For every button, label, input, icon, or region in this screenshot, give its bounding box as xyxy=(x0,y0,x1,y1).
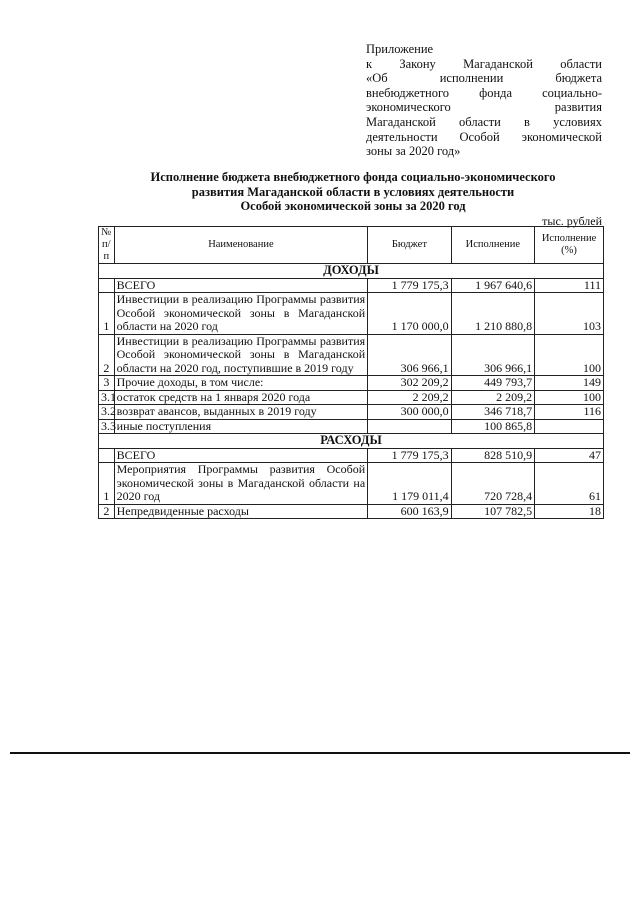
income-rows xyxy=(99,278,604,434)
header-budget: Бюджет xyxy=(368,227,451,264)
document-title xyxy=(100,170,606,214)
row-execution: 100 865,8 xyxy=(451,419,534,434)
budget-table xyxy=(98,226,604,519)
row-execution: 449 793,7 xyxy=(451,376,534,391)
header-name: Наименование xyxy=(114,227,368,264)
expense-section-row xyxy=(99,434,604,449)
table-header-row xyxy=(99,227,604,264)
row-name: Прочие доходы, в том числе: xyxy=(114,376,368,391)
row-percent: 103 xyxy=(535,293,604,335)
row-name: ВСЕГО xyxy=(114,278,368,293)
expense-rows xyxy=(99,448,604,519)
row-execution: 1 967 640,6 xyxy=(451,278,534,293)
row-execution: 107 782,5 xyxy=(451,504,534,519)
appendix-line: деятельности Особой экономической xyxy=(366,129,602,144)
row-percent: 100 xyxy=(535,334,604,376)
header-no: № п/п xyxy=(99,227,115,264)
table-row xyxy=(99,463,604,505)
appendix-line: Магаданской области в условиях xyxy=(366,114,602,129)
row-percent: 18 xyxy=(535,504,604,519)
row-number: 2 xyxy=(99,334,115,376)
row-budget: 1 779 175,3 xyxy=(368,448,451,463)
table-row xyxy=(99,504,604,519)
row-name: остаток средств на 1 января 2020 года xyxy=(114,390,368,405)
table-row xyxy=(99,376,604,391)
row-number: 3 xyxy=(99,376,115,391)
table-row xyxy=(99,390,604,405)
row-execution: 1 210 880,8 xyxy=(451,293,534,335)
row-number: 2 xyxy=(99,504,115,519)
header-execution: Исполнение xyxy=(451,227,534,264)
header-percent: Исполнение (%) xyxy=(535,227,604,264)
row-number: 3.3 xyxy=(99,419,115,434)
title-line: Особой экономической зоны за 2020 год xyxy=(240,199,466,213)
row-number: 3.1 xyxy=(99,390,115,405)
expense-section-label: РАСХОДЫ xyxy=(99,434,604,449)
row-name: Инвестиции в реализацию Программы развития Особой экономической зоны в Магаданской области на 2020 год, поступившие в 2019 году xyxy=(114,334,368,376)
table-row xyxy=(99,448,604,463)
row-number xyxy=(99,278,115,293)
bottom-divider xyxy=(10,752,630,754)
row-execution: 346 718,7 xyxy=(451,405,534,420)
appendix-line: экономического развития xyxy=(366,100,602,115)
row-budget: 306 966,1 xyxy=(368,334,451,376)
income-section-label: ДОХОДЫ xyxy=(99,264,604,279)
units-label: тыс. рублей xyxy=(542,214,602,228)
row-percent: 149 xyxy=(535,376,604,391)
row-budget: 1 179 011,4 xyxy=(368,463,451,505)
row-execution: 306 966,1 xyxy=(451,334,534,376)
row-budget: 302 209,2 xyxy=(368,376,451,391)
row-execution: 828 510,9 xyxy=(451,448,534,463)
row-number: 3.2 xyxy=(99,405,115,420)
row-name: возврат авансов, выданных в 2019 году xyxy=(114,405,368,420)
title-line: Исполнение бюджета внебюджетного фонда социально-экономического xyxy=(150,170,556,184)
row-budget xyxy=(368,419,451,434)
row-execution: 2 209,2 xyxy=(451,390,534,405)
appendix-line: внебюджетного фонда социально- xyxy=(366,85,602,100)
table-row xyxy=(99,419,604,434)
table-row xyxy=(99,405,604,420)
appendix-line: «Об исполнении бюджета xyxy=(366,71,602,86)
row-budget: 300 000,0 xyxy=(368,405,451,420)
row-number: 1 xyxy=(99,463,115,505)
row-percent: 61 xyxy=(535,463,604,505)
row-name: Мероприятия Программы развития Особой экономической зоны в Магаданской области на 2020 год xyxy=(114,463,368,505)
row-execution: 720 728,4 xyxy=(451,463,534,505)
row-percent xyxy=(535,419,604,434)
row-percent: 100 xyxy=(535,390,604,405)
row-name: ВСЕГО xyxy=(114,448,368,463)
appendix-note xyxy=(366,42,602,159)
row-name: Инвестиции в реализацию Программы развития Особой экономической зоны в Магаданской области на 2020 год xyxy=(114,293,368,335)
row-name: иные поступления xyxy=(114,419,368,434)
table-row xyxy=(99,293,604,335)
row-budget: 2 209,2 xyxy=(368,390,451,405)
appendix-line: к Закону Магаданской области xyxy=(366,56,602,71)
row-budget: 600 163,9 xyxy=(368,504,451,519)
table-row xyxy=(99,334,604,376)
title-line: развития Магаданской области в условиях деятельности xyxy=(191,184,515,199)
income-section-row xyxy=(99,264,604,279)
row-name: Непредвиденные расходы xyxy=(114,504,368,519)
row-percent: 111 xyxy=(535,278,604,293)
row-number: 1 xyxy=(99,293,115,335)
appendix-line: Приложение xyxy=(366,42,434,56)
table-row xyxy=(99,278,604,293)
row-budget: 1 170 000,0 xyxy=(368,293,451,335)
appendix-line: зоны за 2020 год» xyxy=(366,144,461,159)
row-number xyxy=(99,448,115,463)
row-percent: 47 xyxy=(535,448,604,463)
row-percent: 116 xyxy=(535,405,604,420)
row-budget: 1 779 175,3 xyxy=(368,278,451,293)
